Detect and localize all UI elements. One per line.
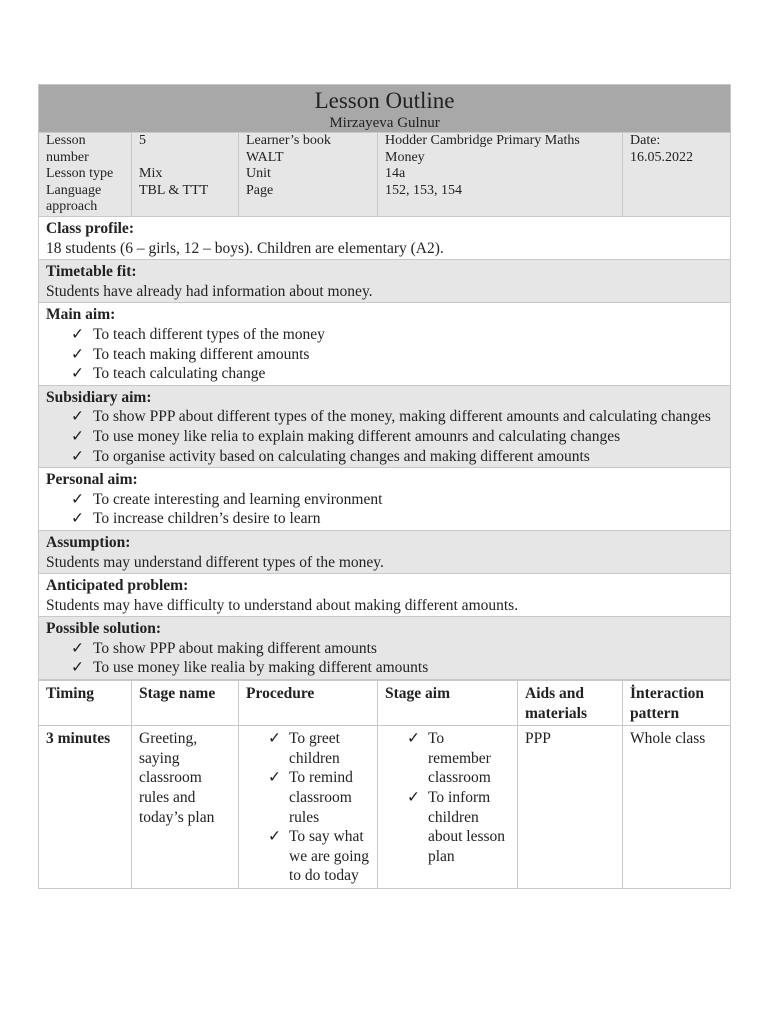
lesson-plan-row (39, 726, 731, 889)
list-item-text: To show PPP about different types of the money, making different amounts and calculating changes (93, 408, 711, 426)
section-cell (39, 574, 731, 617)
col-header-stage-aim: Stage aim (378, 681, 518, 726)
outline-sections (39, 217, 731, 680)
stage-aim-list (385, 729, 510, 866)
section-cell (39, 303, 731, 385)
section-heading: Main aim: (46, 306, 116, 324)
list-item-text: To remember classroom (428, 730, 491, 787)
list-item (407, 729, 510, 788)
section-cell (39, 217, 731, 260)
list-item-text: To organise activity based on calculating changes and making different amounts (93, 447, 590, 465)
list-item (71, 325, 723, 345)
list-item-text: To remind classroom rules (289, 769, 353, 826)
checkmark-icon: ✓ (71, 447, 84, 465)
checklist (46, 325, 723, 384)
list-item (71, 639, 723, 659)
checkmark-icon: ✓ (71, 490, 84, 508)
info-values-left: 5 Mix TBL & TTT (132, 133, 239, 217)
section-class-profile (39, 217, 731, 260)
info-labels-right: Learner’s book WALT Unit Page (239, 133, 378, 217)
timing-cell: 3 minutes (39, 726, 132, 889)
list-item-text: To teach calculating change (93, 365, 266, 383)
section-possible-solution (39, 617, 731, 680)
list-item (71, 427, 723, 447)
section-cell (39, 260, 731, 303)
checkmark-icon: ✓ (71, 345, 84, 363)
col-header-stage-name: Stage name (132, 681, 239, 726)
list-item-text: To teach making different amounts (93, 345, 310, 363)
section-timetable-fit (39, 260, 731, 303)
list-item-text: To inform children about lesson plan (428, 789, 506, 865)
checklist (46, 639, 723, 678)
section-heading: Possible solution: (46, 620, 161, 638)
section-personal-aim (39, 468, 731, 531)
section-heading: Timetable fit: (46, 263, 137, 281)
list-item (268, 729, 370, 768)
checklist (46, 490, 723, 529)
section-main-aim (39, 303, 731, 385)
checkmark-icon: ✓ (71, 659, 84, 677)
list-item (71, 407, 723, 427)
section-cell (39, 385, 731, 467)
section-heading: Personal aim: (46, 471, 138, 489)
stage-name-cell: Greeting, saying classroom rules and today’s plan (132, 726, 239, 889)
aids-cell: PPP (518, 726, 623, 889)
list-item (71, 509, 723, 529)
author-name: Mirzayeva Gulnur (329, 115, 440, 131)
list-item-text: To increase children’s desire to learn (93, 510, 321, 528)
checkmark-icon: ✓ (71, 408, 84, 426)
lesson-plan-header-row (39, 681, 731, 726)
section-heading: Assumption: (46, 533, 131, 551)
section-text: Students have already had information about money. (46, 282, 373, 300)
list-item-text: To show PPP about making different amounts (93, 639, 377, 657)
procedure-list (246, 729, 370, 886)
list-item-text: To use money like realia by making different amounts (93, 659, 429, 677)
checkmark-icon: ✓ (407, 730, 420, 748)
section-subsidiary-aim (39, 385, 731, 467)
checkmark-icon: ✓ (71, 325, 84, 343)
interaction-cell: Whole class (623, 726, 731, 889)
list-item (407, 788, 510, 866)
section-cell (39, 468, 731, 531)
section-cell (39, 530, 731, 573)
checklist (46, 407, 723, 466)
checkmark-icon: ✓ (268, 769, 281, 787)
list-item-text: To teach different types of the money (93, 325, 325, 343)
lesson-outline-document (38, 84, 730, 889)
date-cell: Date: 16.05.2022 (623, 133, 731, 217)
list-item (71, 658, 723, 678)
list-item-text: To say what we are going to do today (289, 828, 370, 885)
section-heading: Anticipated problem: (46, 577, 189, 595)
col-header-interaction: İnteraction pattern (623, 681, 731, 726)
section-heading: Subsidiary aim: (46, 388, 152, 406)
info-values-right: Hodder Cambridge Primary Maths Money 14a 152, 153, 154 (378, 133, 623, 217)
procedure-cell (239, 726, 378, 889)
list-item (71, 364, 723, 384)
section-cell (39, 617, 731, 680)
lesson-outline-table (38, 84, 731, 680)
section-assumption (39, 530, 731, 573)
list-item (71, 447, 723, 467)
col-header-aids: Aids and materials (518, 681, 623, 726)
section-text: 18 students (6 – girls, 12 – boys). Children are elementary (A2). (46, 239, 444, 257)
checkmark-icon: ✓ (71, 639, 84, 657)
list-item (268, 827, 370, 886)
checkmark-icon: ✓ (268, 730, 281, 748)
checkmark-icon: ✓ (268, 828, 281, 846)
page-title: Lesson Outline (314, 88, 455, 113)
lesson-plan-table (38, 680, 731, 889)
col-header-timing: Timing (39, 681, 132, 726)
info-labels-left: Lesson number Lesson type Language approach (39, 133, 132, 217)
checkmark-icon: ✓ (71, 365, 84, 383)
section-anticipated-problem (39, 574, 731, 617)
list-item-text: To create interesting and learning environment (93, 490, 383, 508)
list-item-text: To use money like relia to explain making different amounrs and calculating changes (93, 427, 621, 445)
section-text: Students may understand different types of the money. (46, 553, 384, 571)
checkmark-icon: ✓ (71, 427, 84, 445)
list-item (71, 345, 723, 365)
col-header-procedure: Procedure (239, 681, 378, 726)
list-item-text: To greet children (289, 730, 340, 767)
lesson-info-row (39, 133, 731, 217)
checkmark-icon: ✓ (407, 789, 420, 807)
checkmark-icon: ✓ (71, 510, 84, 528)
title-header (39, 85, 731, 133)
stage-aim-cell (378, 726, 518, 889)
list-item (268, 768, 370, 827)
section-text: Students may have difficulty to understand about making different amounts. (46, 596, 519, 614)
list-item (71, 490, 723, 510)
section-heading: Class profile: (46, 220, 134, 237)
